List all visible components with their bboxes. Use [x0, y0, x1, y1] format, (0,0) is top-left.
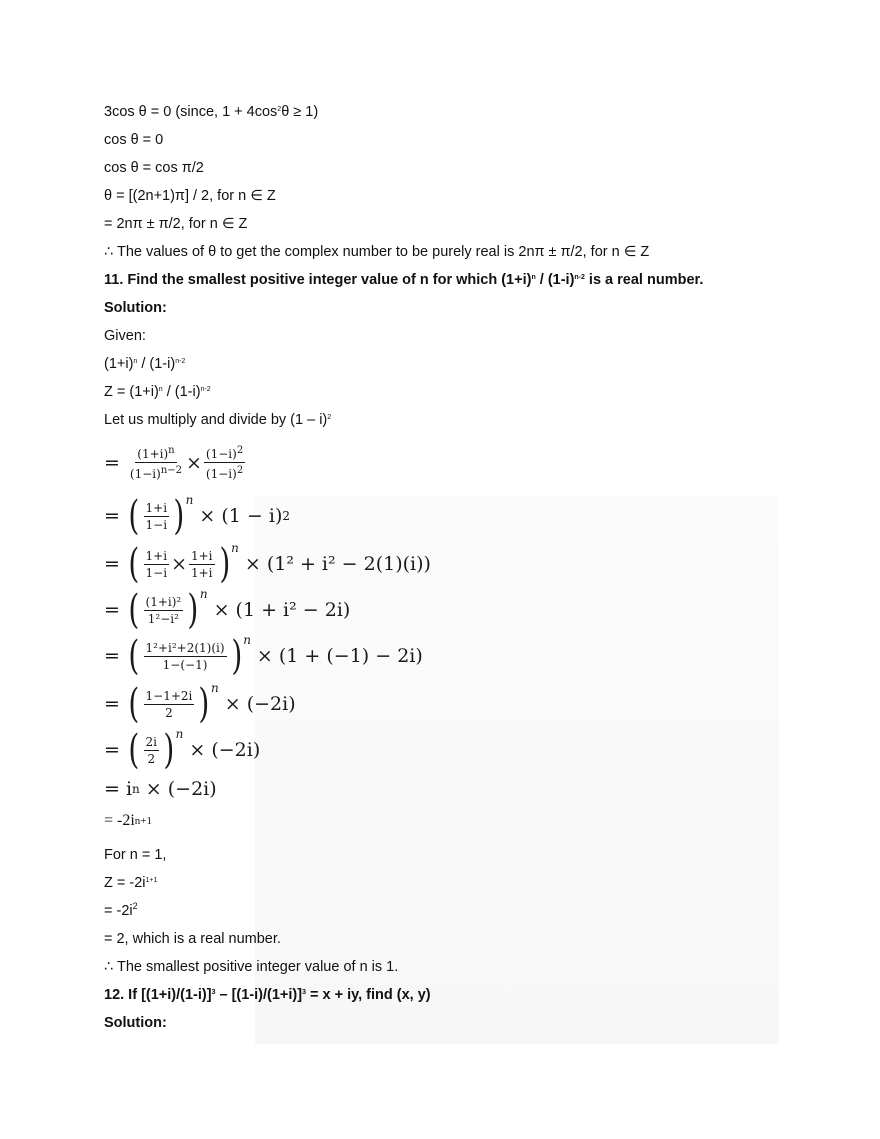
line-cos-zero: cos θ = 0	[104, 132, 164, 148]
solution-label-2: Solution:	[104, 1015, 167, 1031]
math-step-1: = $\frac{(1+i)^n}{(1-i)^{n-2}}$ × $\frac{(1-i)^2}{(1-i)^2}$	[104, 445, 244, 481]
math-step-7: = ( $\frac{2i}{2}$ ) n × (−2i)	[104, 727, 261, 773]
line-cos-pi2: cos θ = cos π/2	[104, 160, 204, 176]
document-body-bottom	[104, 841, 784, 1037]
math-step-6: = ( $\frac{1-1+2i}{2}$ ) n × (−2i)	[104, 681, 296, 727]
math-step-3: = ( $\frac{1+i}{1-i}$ × $\frac{1+i}{1+i}$ ) n × (1² + i² − 2(1)(i))	[104, 541, 431, 587]
question-12: 12. If $[(1+i)/(1-i)]^3 - [(1-i)/(1+i)]^3 = x$ + iy, find (x, y)	[104, 987, 431, 1003]
math-step-2: = ( $\frac{1+i}{1-i}$ ) n × (1 − i) 2	[104, 493, 290, 539]
conclusion-line: ∴ The smallest positive integer value of n is 1.	[104, 959, 399, 975]
given-expression: $(1+i)^n / (1-i)^{n-2}$	[104, 356, 186, 372]
real-line: = 2, which is a real number.	[104, 931, 281, 947]
question-11: 11. Find the smallest positive integer value of n for which $(1+i)^n / (1-i)^{n-2}$ is a real number.	[104, 272, 704, 288]
solution-label: Solution:	[104, 300, 167, 316]
given-label: Given:	[104, 328, 146, 344]
math-step-4: = ( $\frac{\text{(1+i)²}}{\text{1²−i²}}$ ) n × (1 + i² − 2i)	[104, 587, 351, 633]
z-line: $Z = -2i^{1+1}$	[104, 875, 158, 891]
math-step-5: = ( $\frac{\text{1²+i²+2(1)(i)}}{1-(-1)}$ ) n × (1 + (−1) − 2i)	[104, 633, 423, 679]
multiply-line: Let us multiply and divide by (1 – i)$^2$	[104, 412, 332, 428]
line-values-theta: ∴ The values of θ to get the complex number to be purely real is 2nπ ± π/2, for n ∈ Z	[104, 244, 650, 260]
line-2npi: = 2nπ ± π/2, for n ∈ Z	[104, 216, 248, 232]
line-3cos: 3cos θ = 0 (since, $1 + 4\cos^2\theta \ge 1$)	[104, 104, 319, 120]
math-step-8: = i n × (−2i)	[104, 778, 217, 800]
i2-line: = $-2i^2$	[104, 901, 138, 919]
line-theta: θ = [(2n+1)π] / 2, for n ∈ Z	[104, 188, 276, 204]
z-expression: $Z = (1+i)^n / (1-i)^{n-2}$	[104, 384, 211, 400]
for-n-line: For n = 1,	[104, 847, 167, 863]
document-body	[104, 98, 784, 434]
math-step-9: = -2i n+1	[104, 812, 153, 829]
